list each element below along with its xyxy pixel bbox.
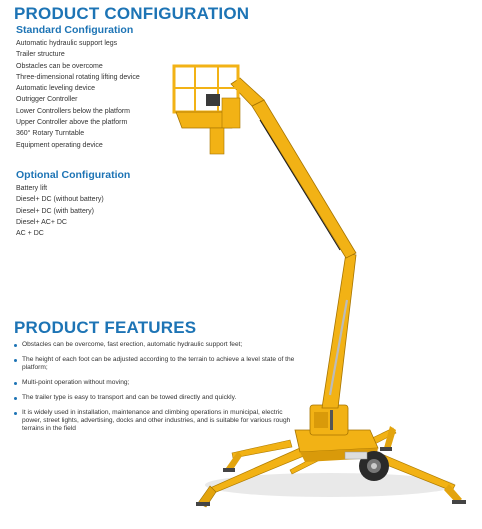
platform-basket: [174, 66, 240, 154]
outrigger-rear: [196, 440, 304, 507]
lower-boom: [322, 253, 356, 408]
list-item: Lower Controllers below the platform: [16, 107, 130, 115]
boom-hose: [260, 120, 340, 250]
list-item: Diesel+ DC (with battery): [16, 207, 94, 215]
product-features-title: PRODUCT FEATURES: [14, 318, 197, 337]
list-item: Obstacles can be overcome: [16, 62, 103, 70]
boom-lift-image: [160, 55, 482, 529]
standard-configuration-heading: Standard Configuration: [16, 24, 134, 36]
list-item: Automatic hydraulic support legs: [16, 40, 118, 47]
feature-item: The height of each foot can be adjusted according to the terrain to achieve a level state of the platform;: [13, 356, 303, 372]
feature-item: The trailer type is easy to transport and can be towed directly and quickly.: [13, 394, 303, 402]
feature-item: It is widely used in installation, maintenance and climbing operations in municipal, electric power, street lights, advertising, docks and other industries, and is suitable for various rough terrains in the field: [13, 409, 303, 433]
standard-configuration-list: [16, 38, 140, 151]
list-item: Trailer structure: [16, 51, 65, 59]
list-item: Battery lift: [16, 185, 48, 192]
list-item: AC + DC: [16, 230, 44, 238]
list-item: 360° Rotary Turntable: [16, 130, 85, 138]
feature-item: Multi-point operation without moving;: [13, 379, 303, 387]
list-item: Diesel+ AC+ DC: [16, 218, 67, 226]
turntable: [310, 405, 348, 435]
list-item: Three-dimensional rotating lifting device: [16, 73, 140, 81]
list-item: Outrigger Controller: [16, 96, 78, 104]
features-list: [13, 341, 303, 440]
upper-boom: [252, 100, 356, 258]
optional-configuration-heading: Optional Configuration: [16, 169, 131, 181]
optional-configuration-list: [16, 183, 104, 239]
product-configuration-title: PRODUCT CONFIGURATION: [14, 4, 250, 23]
list-item: Automatic leveling device: [16, 85, 95, 93]
list-item: Equipment operating device: [16, 141, 103, 149]
feature-item: Obstacles can be overcome, fast erection, automatic hydraulic support feet;: [13, 341, 303, 349]
list-item: Upper Controller above the platform: [16, 119, 128, 127]
list-item: Diesel+ DC (without battery): [16, 196, 104, 204]
